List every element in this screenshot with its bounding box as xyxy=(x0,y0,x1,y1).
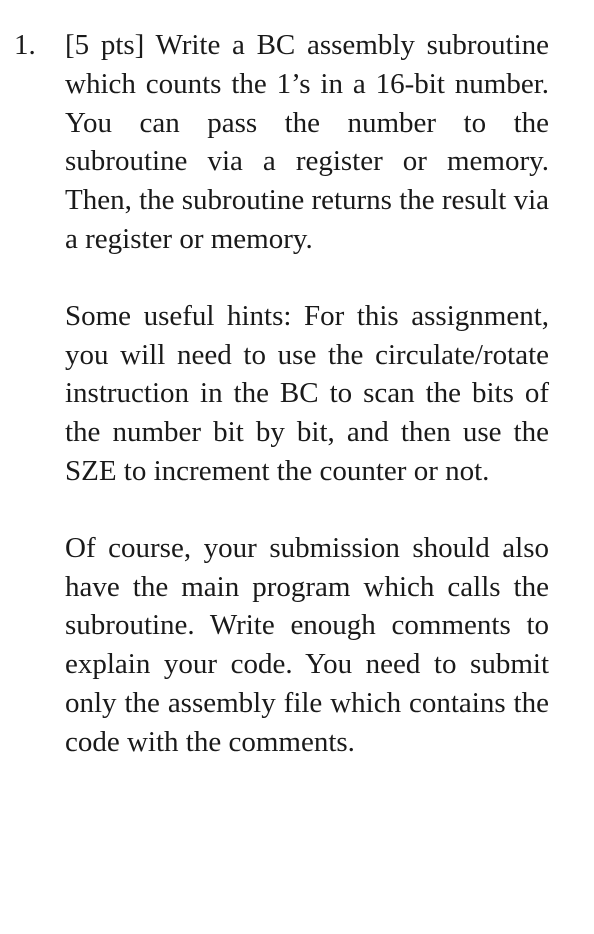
submission-instructions-paragraph: Of course, your submission should also have the main program which calls the subroutine. Write enough comments to explain your code. You need to submit only the assembly file which contains the code with the comments. xyxy=(65,531,549,758)
question-number: 1. xyxy=(14,29,36,61)
question-prompt-paragraph: [5 pts] Write a BC assembly subroutine which counts the 1’s in a 16-bit number. You can pass the number to the subroutine via a register or memory. Then, the subroutine returns the result via a register or memory. xyxy=(65,29,550,255)
question-body xyxy=(65,26,549,762)
hints-paragraph: Some useful hints: For this assignment, you will need to use the circulate/rotate instruction in the BC to scan the bits of the number bit by bit, and then use the SZE to increment the counter or not. xyxy=(65,299,549,487)
question-1 xyxy=(14,26,554,762)
